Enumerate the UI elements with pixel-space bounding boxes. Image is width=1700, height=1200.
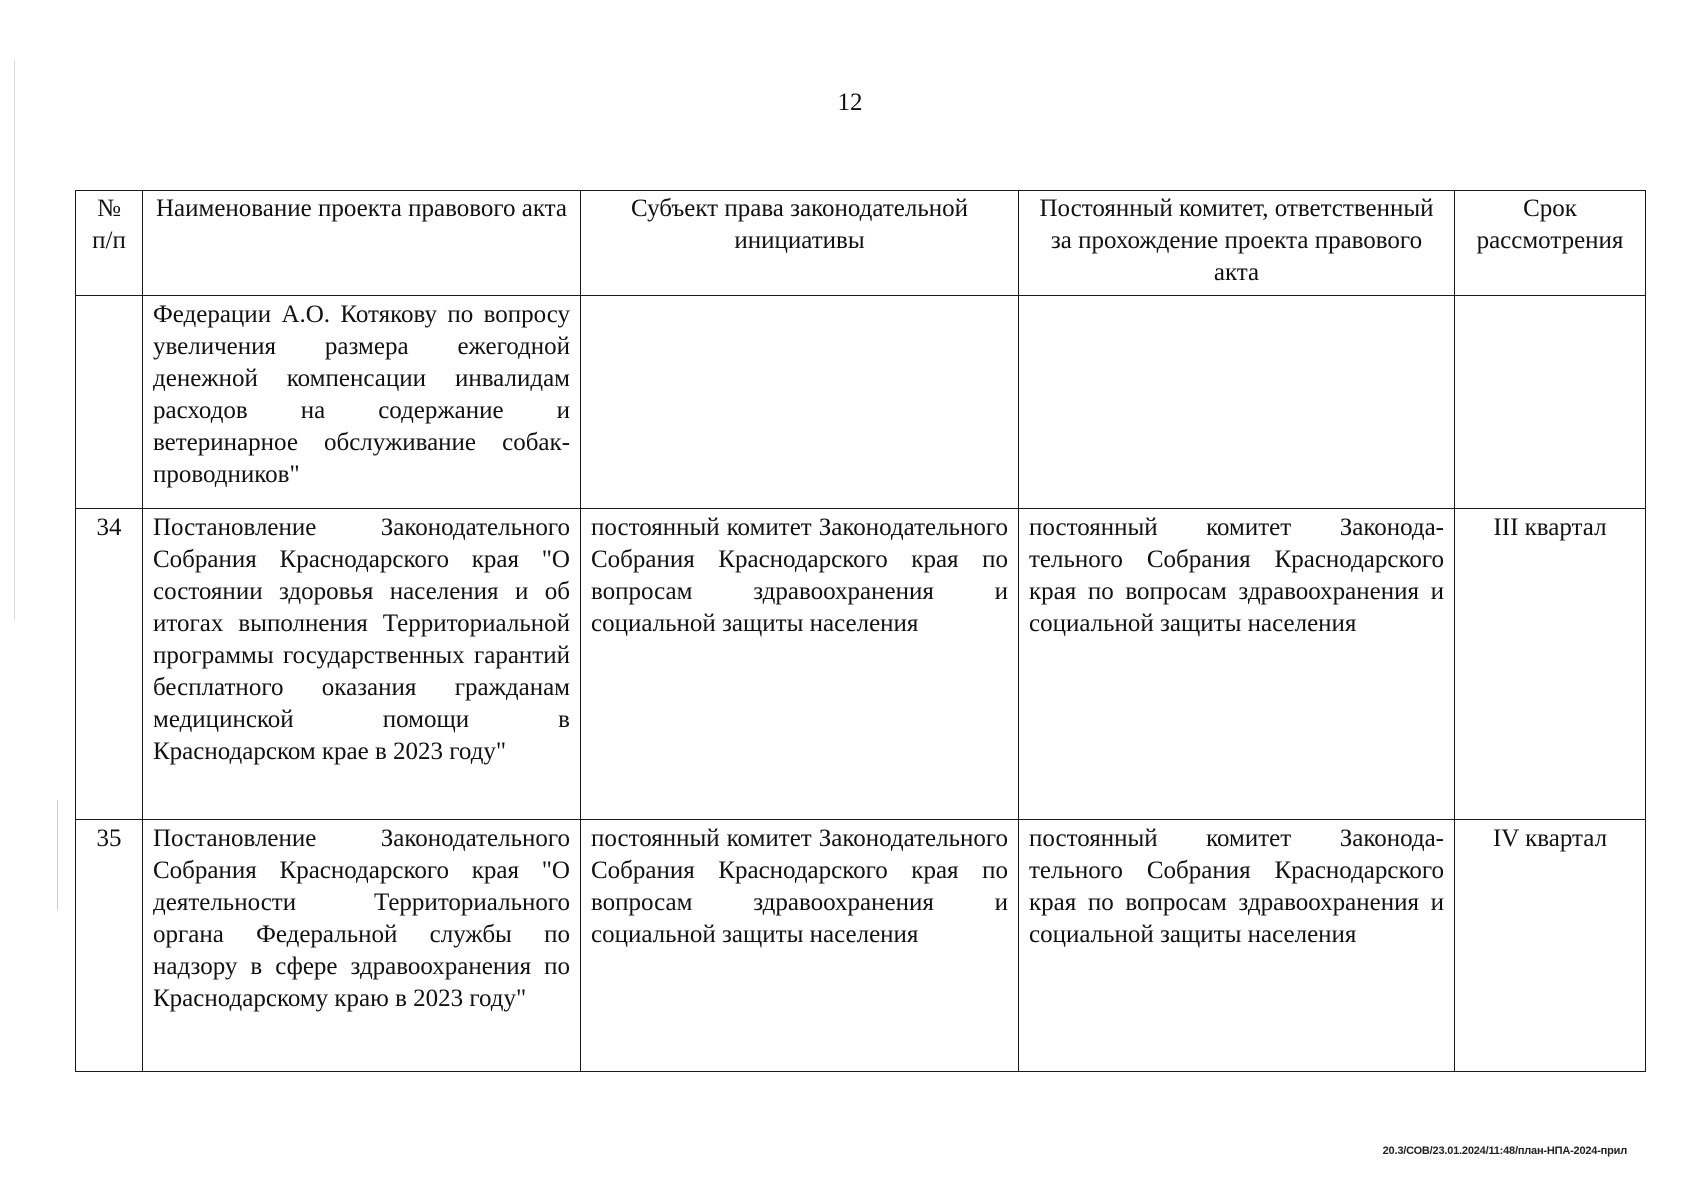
table-row [76,820,1646,1072]
scan-edge-mark [57,800,58,910]
row-number [76,296,143,509]
table-header-row [76,191,1646,296]
row-act-name: Федерации А.О. Котякову по вопросу увеличения размера ежегодной денежной компенсации инвалидам расходов на содержание и ветеринарное обслуживание собак-проводников" [143,296,581,509]
row-term [1455,296,1646,509]
row-act-name: Постановление Законодательного Собрания Краснодарского края "О состоянии здоровья населения и об итогах выполнения Территориальной программы государственных гарантий бесплатного оказания гражданам медицинской помощи в Краснодарском крае в 2023 году" [143,509,581,820]
row-number: 35 [76,820,143,1072]
scan-edge-mark [14,60,15,620]
row-subject: постоянный комитет Законодательного Собрания Краснодарского края по вопросам здравоохранения и социальной защиты населения [581,509,1019,820]
row-committee [1019,296,1455,509]
row-number: 34 [76,509,143,820]
header-committee: Постоянный комитет, ответственный за прохождение проекта правового акта [1019,191,1455,296]
header-name: Наименование проекта правового акта [143,191,581,296]
legislative-plan-table [75,190,1646,1072]
row-term: IV квартал [1455,820,1646,1072]
row-committee: постоянный комитет Законодательного Собрания Краснодарского края по вопросам здравоохранения и социальной защиты населения [1019,509,1455,820]
header-num: № п/п [76,191,143,296]
row-subject: постоянный комитет Законодательного Собрания Краснодарского края по вопросам здравоохранения и социальной защиты населения [581,820,1019,1072]
row-term: III квартал [1455,509,1646,820]
table-row [76,509,1646,820]
table-row [76,296,1646,509]
header-subject: Субъект права законодательной инициативы [581,191,1019,296]
row-committee: постоянный комитет Законодательного Собрания Краснодарского края по вопросам здравоохранения и социальной защиты населения [1019,820,1455,1072]
row-act-name: Постановление Законодательного Собрания Краснодарского края "О деятельности Территориального органа Федеральной службы по надзору в сфере здравоохранения по Краснодарскому краю в 2023 году" [143,820,581,1072]
page-number: 12 [837,89,863,116]
row-subject [581,296,1019,509]
document-registration-code: 20.3/СОВ/23.01.2024/11:48/план-НПА-2024-прил [1382,1145,1627,1157]
header-term: Срок рассмотрения [1455,191,1646,296]
